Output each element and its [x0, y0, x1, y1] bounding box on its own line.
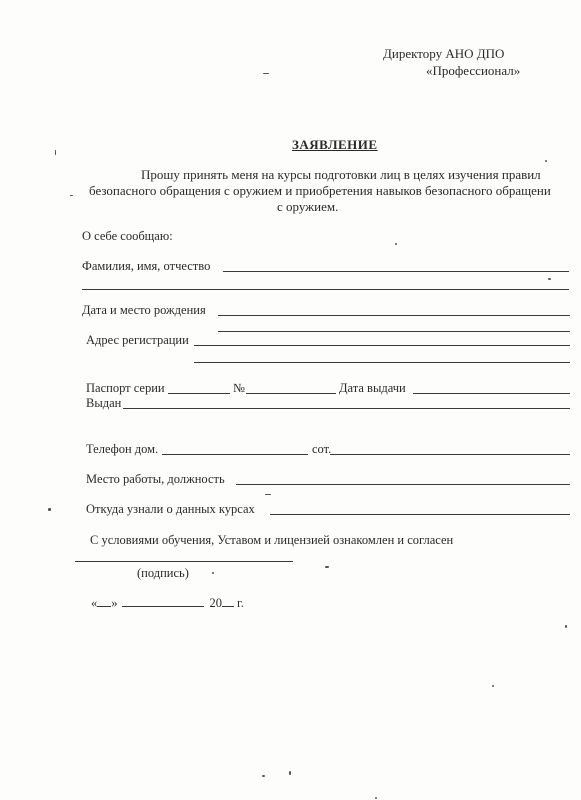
signature-caption: (подпись) — [137, 566, 189, 580]
about-me-label: О себе сообщаю: — [82, 229, 173, 243]
mobile-phone-label: сот. — [312, 442, 332, 456]
work-field[interactable] — [236, 484, 570, 485]
date-year-field[interactable] — [222, 606, 234, 607]
scan-speck — [325, 566, 329, 568]
issue-date-field[interactable] — [413, 393, 570, 394]
birth-label: Дата и место рождения — [82, 303, 206, 317]
scan-speck — [263, 73, 269, 74]
issued-by-field[interactable] — [123, 408, 570, 409]
date-close-quote: » — [111, 596, 118, 610]
addressee-line-2: «Профессионал» — [426, 63, 521, 78]
passport-series-field[interactable] — [168, 393, 230, 394]
work-label: Место работы, должность — [86, 472, 225, 486]
full-name-field-line-2[interactable] — [82, 289, 569, 290]
issue-date-label: Дата выдачи — [339, 381, 406, 395]
date-line — [91, 596, 244, 611]
full-name-field[interactable] — [223, 271, 569, 272]
signature-field[interactable] — [75, 561, 293, 562]
source-field[interactable] — [270, 514, 570, 515]
passport-series-label: Паспорт серии — [86, 381, 165, 395]
agreement-text: С условиями обучения, Уставом и лицензией ознакомлен и согласен — [90, 533, 454, 547]
passport-number-field[interactable] — [246, 393, 336, 394]
scan-speck — [565, 625, 567, 628]
scan-speck — [55, 150, 56, 155]
scan-speck — [265, 494, 271, 495]
date-year-prefix: 20 — [209, 596, 222, 610]
request-line-1: Прошу принять меня на курсы подготовки лиц в целях изучения правил — [141, 167, 541, 182]
scan-speck — [212, 572, 214, 574]
addressee-line-1: Директору АНО ДПО — [383, 46, 505, 61]
date-month-field[interactable] — [122, 606, 204, 607]
scan-speck — [375, 797, 377, 799]
address-label: Адрес регистрации — [86, 333, 189, 347]
scan-speck — [289, 771, 291, 775]
scan-speck — [492, 685, 494, 687]
source-label: Откуда узнали о данных курсах — [86, 502, 255, 516]
date-year-suffix: г. — [237, 596, 244, 610]
scan-speck — [48, 508, 51, 511]
birth-field-line-2[interactable] — [218, 331, 570, 332]
date-day-field[interactable] — [97, 606, 111, 607]
home-phone-field[interactable] — [162, 454, 308, 455]
home-phone-label: Телефон дом. — [86, 442, 159, 456]
mobile-phone-field[interactable] — [330, 454, 570, 455]
request-line-3: с оружием. — [277, 199, 339, 214]
document-title: ЗАЯВЛЕНИЕ — [292, 137, 378, 152]
birth-field[interactable] — [218, 315, 570, 316]
date-open-quote: « — [91, 596, 98, 610]
passport-number-label: № — [233, 381, 245, 395]
scan-speck — [395, 243, 397, 245]
scan-speck — [548, 278, 551, 280]
address-field-line-2[interactable] — [194, 362, 570, 363]
scan-speck — [545, 160, 547, 162]
scan-speck — [70, 195, 73, 196]
request-line-2: безопасного обращения с оружием и приобретения навыков безопасного обращени — [89, 183, 551, 198]
issued-by-label: Выдан — [86, 396, 122, 410]
full-name-label: Фамилия, имя, отчество — [82, 259, 211, 273]
scan-speck — [262, 775, 265, 777]
address-field[interactable] — [194, 345, 570, 346]
